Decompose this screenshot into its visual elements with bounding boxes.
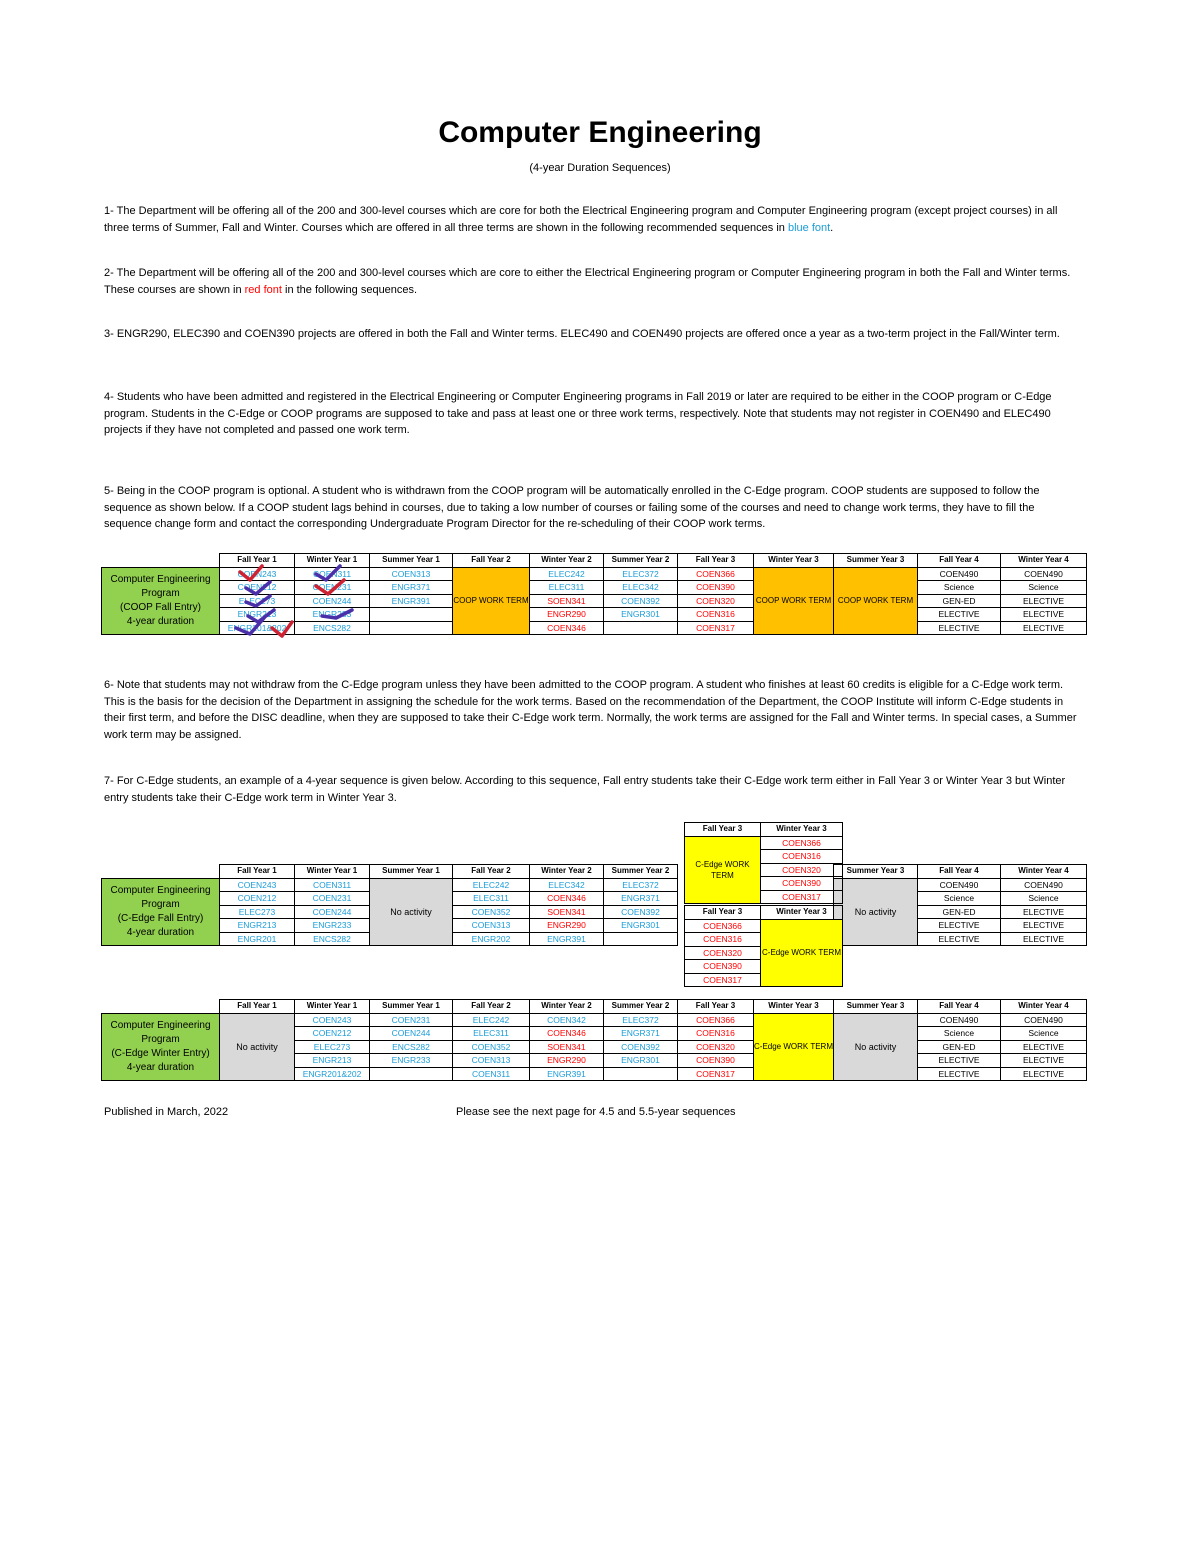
course-cell: ENGR201	[220, 932, 295, 946]
course-cell: ELECTIVE	[1001, 1040, 1087, 1054]
p2-end: in the following sequences.	[281, 283, 418, 296]
course-cell: ELECTIVE	[1001, 919, 1087, 933]
year3-option-b-table	[684, 905, 843, 987]
paragraph-3: 3- ENGR290, ELEC390 and COEN390 projects are offered in both the Fall and Winter terms. ELEC490 and COEN490 projects are offered once a year as a two-term project in the Fall/Winter term.	[104, 328, 1060, 340]
course-cell: ELECTIVE	[1001, 621, 1087, 635]
course-cell: ELEC311	[530, 581, 604, 595]
course-cell: ELEC372	[604, 567, 678, 581]
course-cell: COEN244	[295, 594, 370, 608]
no-activity-cell: No activity	[834, 878, 918, 946]
course-cell: ENGR391	[370, 594, 453, 608]
course-cell: ELECTIVE	[1001, 1067, 1087, 1081]
course-cell: COEN231	[370, 1013, 453, 1027]
coop-fall-entry-table	[101, 553, 1087, 635]
course-cell: ENGR202	[453, 932, 530, 946]
course-cell: SOEN341	[530, 905, 604, 919]
paragraph-4: 4- Students who have been admitted and registered in the Electrical Engineering or Computer Engineering programs in Fall 2019 or later are required to be either in the COOP program or C-Edge program. Students in the C-Edge or COOP programs are supposed to take and pass at least one or three work terms, respectively. Note that students may not register in COEN490 and ELEC490 projects if they have not completed and passed one work term.	[104, 391, 1052, 436]
course-cell: COEN346	[530, 621, 604, 635]
course-cell: COEN390	[761, 877, 843, 891]
course-cell: ELECTIVE	[918, 608, 1001, 622]
course-cell: COEN316	[761, 850, 843, 864]
course-cell: COEN366	[685, 919, 761, 933]
header-winter-year-4: Winter Year 4	[1001, 865, 1087, 879]
course-cell: ENGR391	[530, 932, 604, 946]
course-cell: ELECTIVE	[1001, 594, 1087, 608]
course-cell: COEN366	[678, 1013, 754, 1027]
course-cell: ENGR233	[295, 919, 370, 933]
header-summer-year-2: Summer Year 2	[604, 1000, 678, 1014]
header-winter-year-3: Winter Year 3	[761, 823, 843, 837]
cedge-work-term-cell: C-Edge WORK TERM	[761, 919, 843, 987]
course-cell: ELECTIVE	[918, 919, 1001, 933]
course-cell: COEN346	[530, 892, 604, 906]
p2-red-font: red font	[244, 283, 282, 296]
header-winter-year-2: Winter Year 2	[530, 554, 604, 568]
course-cell: COEN311	[295, 878, 370, 892]
header-summer-year-2: Summer Year 2	[604, 865, 678, 879]
header-summer-year-3: Summer Year 3	[834, 554, 918, 568]
header-summer-year-2: Summer Year 2	[604, 554, 678, 568]
header-winter-year-1: Winter Year 1	[295, 554, 370, 568]
course-cell: COEN212	[295, 1027, 370, 1041]
course-cell: ELECTIVE	[1001, 932, 1087, 946]
course-cell: ELEC273	[220, 905, 295, 919]
header-winter-year-2: Winter Year 2	[530, 865, 604, 879]
course-cell: COEN490	[1001, 878, 1087, 892]
course-cell: ENGR233	[370, 1054, 453, 1068]
course-cell: Science	[1001, 892, 1087, 906]
course-cell: COEN243	[295, 1013, 370, 1027]
course-cell	[604, 1067, 678, 1081]
course-cell: COEN316	[685, 933, 761, 947]
course-cell: COEN244	[295, 905, 370, 919]
course-cell: COEN366	[678, 567, 754, 581]
paragraph-5: 5- Being in the COOP program is optional. A student who is withdrawn from the COOP program will be automatically enrolled in the C-Edge program. COOP students are supposed to follow the sequence as shown below. If a COOP student lags behind in courses, due to taking a low number of courses or failing some of the courses and need to change work terms, they have to fill the sequence change form and contact the corresponding Undergraduate Program Director for the re-scheduling of their COOP work terms.	[104, 485, 1040, 530]
course-cell: COEN317	[761, 890, 843, 904]
course-cell: COEN316	[678, 608, 754, 622]
header-fall-year-4: Fall Year 4	[918, 554, 1001, 568]
course-cell: ENCS282	[370, 1040, 453, 1054]
header-summer-year-1: Summer Year 1	[370, 865, 453, 879]
no-activity-cell: No activity	[220, 1013, 295, 1081]
course-cell: COEN320	[761, 863, 843, 877]
course-cell	[604, 932, 678, 946]
program-label: Computer Engineering Program (COOP Fall Entry) 4-year duration	[102, 567, 220, 635]
header-fall-year-3: Fall Year 3	[678, 554, 754, 568]
course-cell: ENGR213	[220, 919, 295, 933]
course-cell: ELECTIVE	[918, 1067, 1001, 1081]
course-cell: GEN-ED	[918, 905, 1001, 919]
p1-end: .	[830, 221, 834, 234]
paragraph-1	[104, 203, 1084, 236]
course-cell: COEN231	[295, 581, 370, 595]
header-winter-year-2: Winter Year 2	[530, 1000, 604, 1014]
header-fall-year-2: Fall Year 2	[453, 554, 530, 568]
coop-work-term-cell: COOP WORK TERM	[834, 567, 918, 635]
header-fall-year-1: Fall Year 1	[220, 1000, 295, 1014]
header-fall-year-3: Fall Year 3	[678, 1000, 754, 1014]
course-cell: COEN212	[220, 581, 295, 595]
course-cell: COEN390	[678, 581, 754, 595]
header-fall-year-1: Fall Year 1	[220, 865, 295, 879]
course-cell: COEN243	[220, 567, 295, 581]
course-cell	[604, 621, 678, 635]
course-cell: ENGR213	[220, 608, 295, 622]
course-cell: ELECTIVE	[918, 1054, 1001, 1068]
coop-work-term-cell: COOP WORK TERM	[453, 567, 530, 635]
course-cell: ELEC242	[453, 1013, 530, 1027]
next-page-note: Please see the next page for 4.5 and 5.5-year sequences	[456, 1106, 736, 1118]
course-cell: COEN313	[453, 919, 530, 933]
header-winter-year-3: Winter Year 3	[761, 906, 843, 920]
paragraph-2	[104, 265, 1084, 298]
header-winter-year-1: Winter Year 1	[295, 1000, 370, 1014]
course-cell: ELECTIVE	[1001, 1054, 1087, 1068]
course-cell: COEN317	[678, 1067, 754, 1081]
cedge-work-term-cell: C-Edge WORK TERM	[754, 1013, 834, 1081]
course-cell: COEN313	[370, 567, 453, 581]
course-cell: COEN490	[918, 1013, 1001, 1027]
header-winter-year-3: Winter Year 3	[754, 1000, 834, 1014]
course-cell: ELEC342	[530, 878, 604, 892]
course-cell: COEN212	[220, 892, 295, 906]
course-cell: ELEC242	[530, 567, 604, 581]
course-cell: COEN311	[295, 567, 370, 581]
course-cell: ELECTIVE	[918, 932, 1001, 946]
paragraph-7: 7- For C-Edge students, an example of a 4-year sequence is given below. According to this sequence, Fall entry students take their C-Edge work term either in Fall Year 3 or Winter Year 3 but Winter entry students take their C-Edge work term in Winter Year 3.	[104, 775, 1066, 804]
header-winter-year-4: Winter Year 4	[1001, 1000, 1087, 1014]
course-cell: ENCS282	[295, 621, 370, 635]
course-cell: COEN490	[918, 878, 1001, 892]
course-cell: Science	[1001, 1027, 1087, 1041]
published-date: Published in March, 2022	[104, 1106, 229, 1118]
program-label: Computer Engineering Program (C-Edge Fall Entry) 4-year duration	[102, 878, 220, 946]
course-cell: COEN231	[295, 892, 370, 906]
header-summer-year-3: Summer Year 3	[834, 865, 918, 879]
course-cell: COEN311	[453, 1067, 530, 1081]
course-cell: COEN243	[220, 878, 295, 892]
course-cell: SOEN341	[530, 594, 604, 608]
course-cell: COEN490	[1001, 567, 1087, 581]
course-cell: COEN390	[678, 1054, 754, 1068]
course-cell: ENGR371	[604, 1027, 678, 1041]
course-cell: ENGR371	[370, 581, 453, 595]
course-cell: COEN317	[685, 973, 761, 987]
course-cell: GEN-ED	[918, 594, 1001, 608]
header-fall-year-3: Fall Year 3	[685, 823, 761, 837]
header-fall-year-2: Fall Year 2	[453, 865, 530, 879]
course-cell: ENGR290	[530, 919, 604, 933]
header-fall-year-3: Fall Year 3	[685, 906, 761, 920]
header-fall-year-1: Fall Year 1	[220, 554, 295, 568]
course-cell	[370, 608, 453, 622]
course-cell: ELEC311	[453, 1027, 530, 1041]
course-cell: COEN320	[678, 1040, 754, 1054]
page-title: Computer Engineering	[438, 116, 762, 149]
header-summer-year-1: Summer Year 1	[370, 1000, 453, 1014]
course-cell: ELEC372	[604, 1013, 678, 1027]
course-cell	[370, 1067, 453, 1081]
course-cell: Science	[918, 892, 1001, 906]
p1-blue-font: blue font	[787, 221, 831, 234]
course-cell: SOEN341	[530, 1040, 604, 1054]
course-cell: ELEC273	[295, 1040, 370, 1054]
course-cell: COEN313	[453, 1054, 530, 1068]
header-fall-year-4: Fall Year 4	[918, 1000, 1001, 1014]
cedge-winter-entry-table	[101, 999, 1087, 1081]
course-cell	[370, 621, 453, 635]
course-cell: ELECTIVE	[918, 621, 1001, 635]
header-winter-year-1: Winter Year 1	[295, 865, 370, 879]
program-label: Computer Engineering Program (C-Edge Winter Entry) 4-year duration	[102, 1013, 220, 1081]
course-cell: ENGR290	[530, 608, 604, 622]
course-cell: ENGR301	[604, 919, 678, 933]
header-fall-year-4: Fall Year 4	[918, 865, 1001, 879]
header-summer-year-1: Summer Year 1	[370, 554, 453, 568]
course-cell: ENGR201&202	[220, 621, 295, 635]
header-fall-year-2: Fall Year 2	[453, 1000, 530, 1014]
page-subtitle: (4-year Duration Sequences)	[529, 162, 671, 174]
course-cell: ENGR301	[604, 1054, 678, 1068]
paragraph-6: 6- Note that students may not withdraw from the C-Edge program unless they have been admitted to the COOP program. A student who finishes at least 60 credits is eligible for a C-Edge work term. This is the basis for the decision of the Department in assigning the schedule for the work terms. Based on the recommendation of the Department, the COOP Institute will inform C-Edge students in their first term, and before the DISC deadline, when they are supposed to take their C-Edge work term. Normally, the work terms are assigned for the Fall and Winter terms. In special cases, a Summer work term may be assigned.	[104, 679, 1077, 741]
no-activity-cell: No activity	[834, 1013, 918, 1081]
course-cell: COEN352	[453, 1040, 530, 1054]
course-cell: COEN392	[604, 594, 678, 608]
course-cell: ENCS282	[295, 932, 370, 946]
course-cell: Science	[1001, 581, 1087, 595]
course-cell: COEN352	[453, 905, 530, 919]
course-cell: ENGR201&202	[295, 1067, 370, 1081]
no-activity-cell: No activity	[370, 878, 453, 946]
cedge-work-term-cell: C-Edge WORK TERM	[685, 836, 761, 904]
course-cell: ENGR233	[295, 608, 370, 622]
course-cell: COEN317	[678, 621, 754, 635]
course-cell: ENGR301	[604, 608, 678, 622]
course-cell: COEN392	[604, 905, 678, 919]
course-cell: ELECTIVE	[1001, 608, 1087, 622]
coop-work-term-cell: COOP WORK TERM	[754, 567, 834, 635]
course-cell: COEN342	[530, 1013, 604, 1027]
course-cell: ELECTIVE	[1001, 905, 1087, 919]
header-winter-year-3: Winter Year 3	[754, 554, 834, 568]
course-cell: ELEC242	[453, 878, 530, 892]
course-cell: ENGR290	[530, 1054, 604, 1068]
course-cell: COEN320	[685, 946, 761, 960]
course-cell: COEN490	[918, 567, 1001, 581]
course-cell: ELEC342	[604, 581, 678, 595]
course-cell: Science	[918, 1027, 1001, 1041]
course-cell: ENGR371	[604, 892, 678, 906]
course-cell: COEN366	[761, 836, 843, 850]
course-cell: COEN320	[678, 594, 754, 608]
p1-text: 1- The Department will be offering all of the 200 and 300-level courses which are core for both the Electrical Engineering program and Computer Engineering program (except project courses) in all three terms of Summer, Fall and Winter. Courses which are offered in all three terms are shown in the following recommended sequences in	[104, 205, 1058, 234]
course-cell: COEN244	[370, 1027, 453, 1041]
course-cell: COEN316	[678, 1027, 754, 1041]
course-cell: ELEC273	[220, 594, 295, 608]
course-cell: COEN390	[685, 960, 761, 974]
course-cell: Science	[918, 581, 1001, 595]
course-cell: ELEC311	[453, 892, 530, 906]
course-cell: ENGR391	[530, 1067, 604, 1081]
course-cell: GEN-ED	[918, 1040, 1001, 1054]
course-cell: COEN490	[1001, 1013, 1087, 1027]
header-summer-year-3: Summer Year 3	[834, 1000, 918, 1014]
cedge-fall-entry-table	[101, 864, 1087, 946]
header-winter-year-4: Winter Year 4	[1001, 554, 1087, 568]
course-cell: COEN392	[604, 1040, 678, 1054]
course-cell: COEN346	[530, 1027, 604, 1041]
course-cell: ELEC372	[604, 878, 678, 892]
year3-option-a-table	[684, 822, 843, 904]
course-cell: ENGR213	[295, 1054, 370, 1068]
p2-text: 2- The Department will be offering all of the 200 and 300-level courses which are core to either the Electrical Engineering program or Computer Engineering program in both the Fall and Winter terms. These courses are shown in	[104, 267, 1071, 296]
